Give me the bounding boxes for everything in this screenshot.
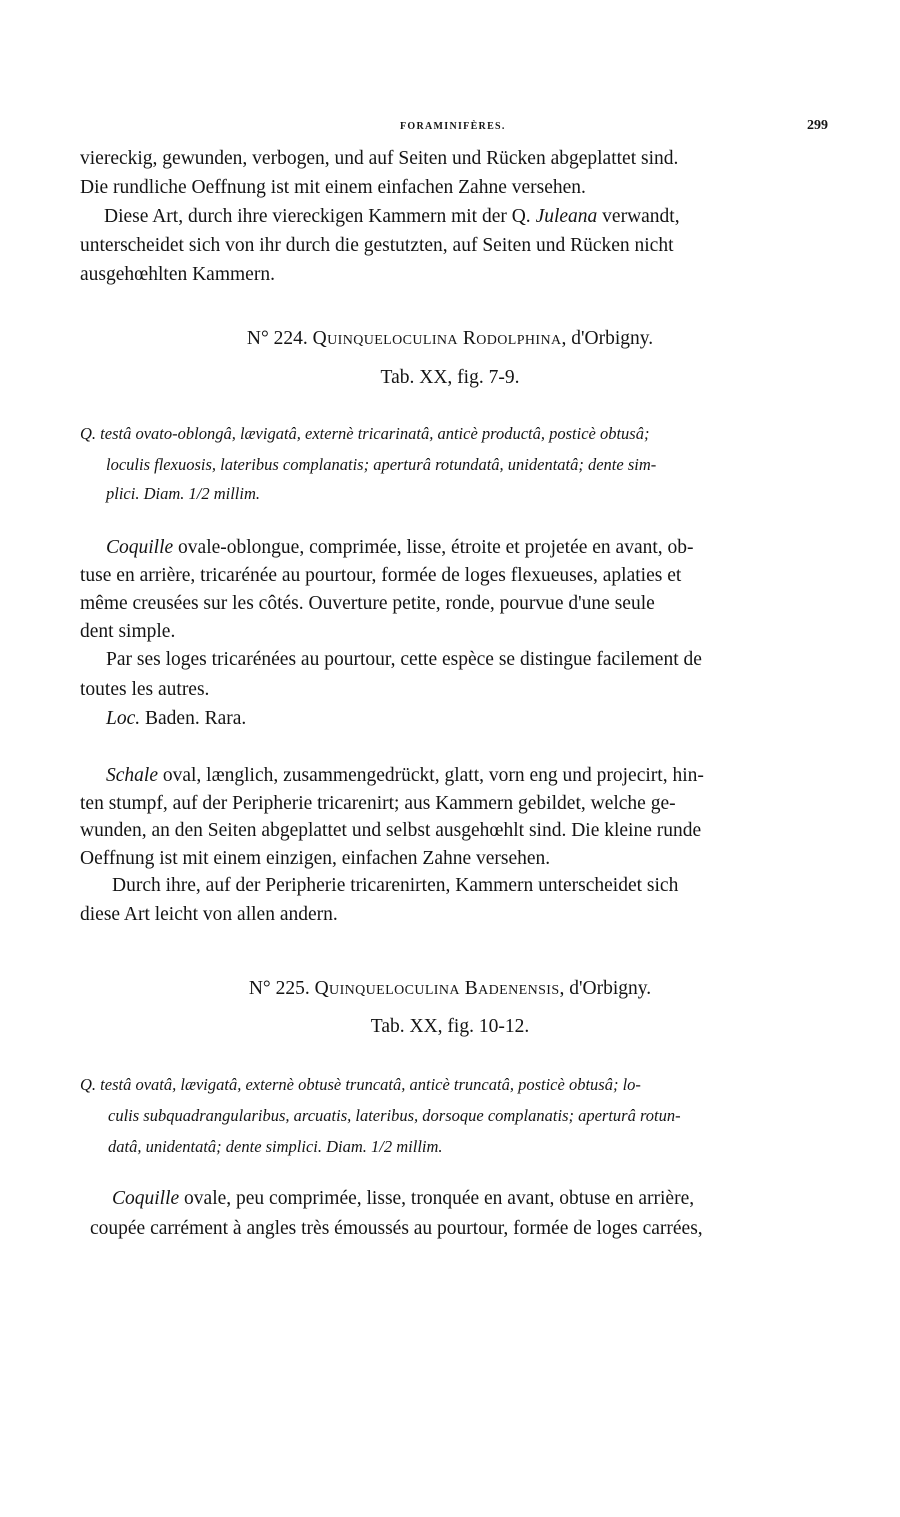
running-title: FORAMINIFÈRES. bbox=[400, 121, 506, 132]
text-span: verwandt, bbox=[597, 206, 680, 227]
italic-lead-word: Coquille bbox=[106, 537, 174, 558]
genus-name: Quinqueloculina bbox=[314, 978, 460, 999]
text-line: Oeffnung ist mit einem einzigen, einfachen Zahne versehen. bbox=[80, 848, 551, 869]
text-line: Durch ihre, auf der Peripherie tricarenirten, Kammern unterscheidet sich bbox=[112, 875, 679, 896]
latin-diagnosis-line: plici. Diam. 1/2 millim. bbox=[106, 484, 260, 503]
genus-name: Quinqueloculina bbox=[312, 328, 458, 349]
text-line bbox=[104, 204, 840, 230]
species-name: Rodolphina bbox=[462, 328, 562, 349]
text-line: viereckig, gewunden, verbogen, und auf Seiten und Rücken abgeplattet sind. bbox=[80, 148, 679, 169]
text-line: coupée carrément à angles très émoussés au pourtour, formée de loges carrées, bbox=[90, 1218, 703, 1239]
author: , d'Orbigny. bbox=[561, 328, 654, 349]
plate-reference: Tab. XX, fig. 7-9. bbox=[380, 367, 520, 388]
text-line: ten stumpf, auf der Peripherie tricarenirt; aus Kammern gebildet, welche ge- bbox=[80, 793, 676, 814]
italic-lead-word: Schale bbox=[106, 765, 158, 786]
species-heading bbox=[0, 326, 900, 352]
species-number: N° 224. bbox=[246, 328, 308, 349]
text-line: Par ses loges tricarénées au pourtour, cette espèce se distingue facilement de bbox=[106, 649, 702, 670]
text-span: Baden. Rara. bbox=[140, 708, 247, 729]
text-span: oval, længlich, zusammengedrückt, glatt, vorn eng und projecirt, hin- bbox=[157, 765, 704, 786]
text-line bbox=[106, 535, 840, 561]
latin-diagnosis-line: Q. testâ ovatâ, lævigatâ, externè obtusè truncatâ, anticè truncatâ, posticè obtusâ; lo- bbox=[80, 1075, 641, 1094]
italic-loc-label: Loc. bbox=[106, 708, 141, 729]
page-number: 299 bbox=[807, 118, 828, 133]
latin-diagnosis-line: culis subquadrangularibus, arcuatis, lateribus, dorsoque complanatis; aperturâ rotun- bbox=[108, 1106, 681, 1125]
latin-diagnosis-line: datâ, unidentatâ; dente simplici. Diam. 1/2 millim. bbox=[108, 1137, 443, 1156]
text-line: diese Art leicht von allen andern. bbox=[80, 904, 338, 925]
text-span: Diese Art, durch ihre viereckigen Kammern mit der Q. bbox=[104, 206, 536, 227]
text-line: ausgehœhlten Kammern. bbox=[80, 264, 275, 285]
text-line: wunden, an den Seiten abgeplattet und selbst ausgehœhlt sind. Die kleine runde bbox=[80, 820, 702, 841]
latin-diagnosis-line: Q. testâ ovato-oblongâ, lævigatâ, externè tricarinatâ, anticè productâ, posticè obtusâ; bbox=[80, 424, 650, 443]
italic-lead-word: Coquille bbox=[112, 1188, 180, 1209]
species-number: N° 225. bbox=[248, 978, 310, 999]
text-line bbox=[106, 763, 840, 789]
text-line: Die rundliche Oeffnung ist mit einem einfachen Zahne versehen. bbox=[80, 177, 586, 198]
species-heading bbox=[0, 976, 900, 1002]
text-line: même creusées sur les côtés. Ouverture petite, ronde, pourvue d'une seule bbox=[80, 593, 655, 614]
text-line: dent simple. bbox=[80, 621, 176, 642]
text-line: tuse en arrière, tricarénée au pourtour, formée de loges flexueuses, aplaties et bbox=[80, 565, 682, 586]
text-line bbox=[106, 706, 840, 732]
text-line: toutes les autres. bbox=[80, 679, 210, 700]
latin-diagnosis-line: loculis flexuosis, lateribus complanatis; aperturâ rotundatâ, unidentatâ; dente sim- bbox=[106, 455, 657, 474]
text-line bbox=[112, 1186, 840, 1212]
text-span: ovale-oblongue, comprimée, lisse, étroite et projetée en avant, ob- bbox=[173, 537, 694, 558]
italic-species-name: Juleana bbox=[535, 206, 598, 227]
author: , d'Orbigny. bbox=[559, 978, 652, 999]
text-span: ovale, peu comprimée, lisse, tronquée en avant, obtuse en arrière, bbox=[179, 1188, 695, 1209]
text-line: unterscheidet sich von ihr durch die gestutzten, auf Seiten und Rücken nicht bbox=[80, 235, 674, 256]
species-name: Badenensis bbox=[464, 978, 560, 999]
plate-reference: Tab. XX, fig. 10-12. bbox=[370, 1016, 530, 1037]
